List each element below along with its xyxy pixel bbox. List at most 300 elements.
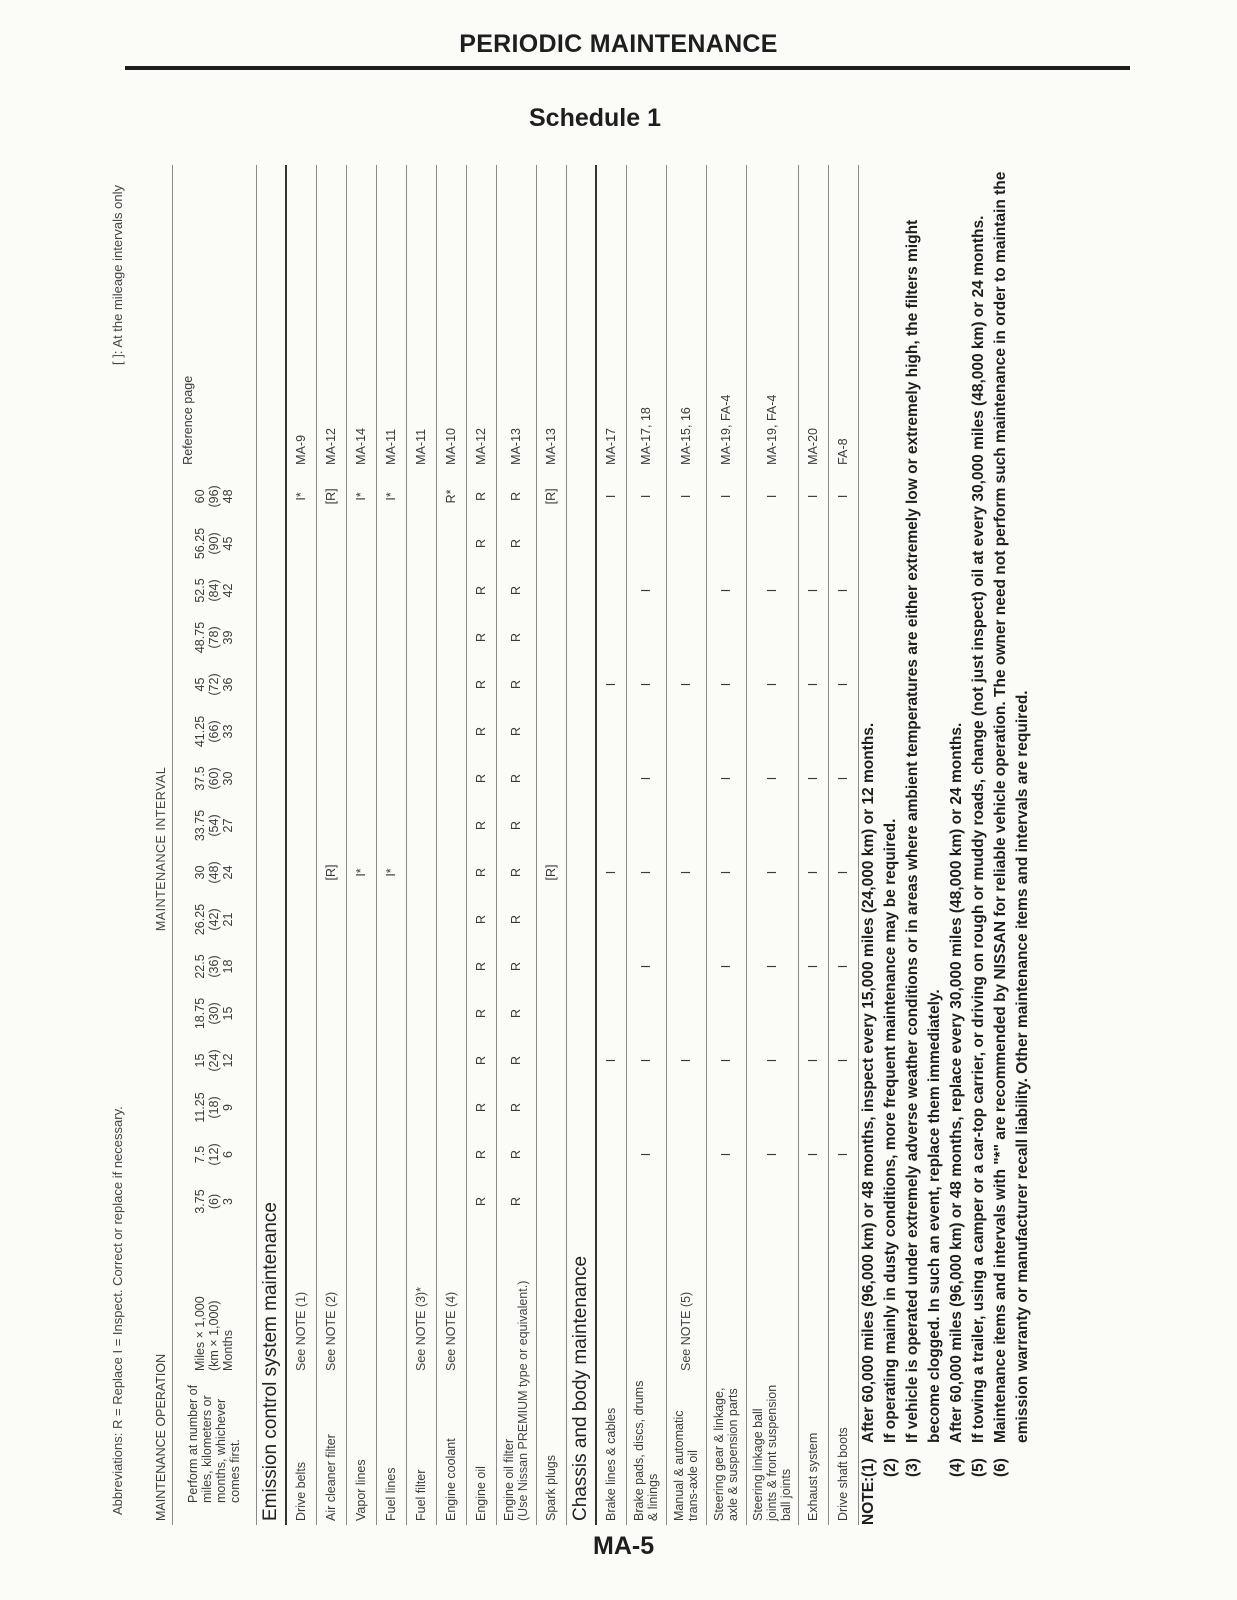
interval-value: I*: [346, 473, 376, 520]
interval-value: [798, 896, 828, 943]
interval-col-13: [172, 567, 256, 614]
interval-value: [436, 943, 466, 990]
note-text: After 60,000 miles (96,000 km) or 48 months, replace every 30,000 miles (48,000 km) or 24 months.: [948, 722, 965, 1443]
interval-value: [406, 990, 436, 1037]
operation-name: Steering gear & linkage, axle & suspension parts: [706, 1375, 746, 1525]
interval-value: [706, 614, 746, 661]
interval-value: [596, 1131, 626, 1178]
interval-months: 21: [221, 912, 235, 927]
interval-value: [286, 755, 316, 802]
interval-value: [746, 520, 798, 567]
interval-value: [666, 567, 706, 614]
interval-km: (48): [207, 861, 221, 884]
interval-value: I: [746, 1131, 798, 1178]
note-number: (3): [904, 1458, 921, 1477]
operation-name: Drive shaft boots: [828, 1375, 858, 1525]
interval-miles: 7.5: [193, 1145, 207, 1164]
interval-value: R: [466, 755, 496, 802]
reference-page: MA-11: [406, 165, 436, 473]
interval-value: I: [798, 1037, 828, 1084]
interval-value: [436, 567, 466, 614]
reference-page: MA-12: [316, 165, 346, 473]
interval-value: [626, 990, 666, 1037]
interval-value: [746, 802, 798, 849]
interval-value: I: [706, 943, 746, 990]
note-text: After 60,000 miles (96,000 km) or 48 months, inspect every 15,000 miles (24,000 km) or 12 months.: [860, 722, 877, 1443]
reference-page: MA-19, FA-4: [746, 165, 798, 473]
interval-value: [406, 567, 436, 614]
interval-col-6: [172, 896, 256, 943]
interval-value: [316, 896, 346, 943]
interval-km: (54): [207, 814, 221, 837]
interval-miles: 30: [193, 865, 207, 880]
reference-page: MA-17, 18: [626, 165, 666, 473]
interval-value: [436, 661, 466, 708]
interval-value: [536, 614, 566, 661]
interval-value: [376, 990, 406, 1037]
interval-miles: 18.75: [193, 997, 207, 1030]
interval-value: [346, 755, 376, 802]
reference-spacer: [150, 165, 172, 473]
units-months: Months: [221, 1330, 235, 1371]
interval-months: 24: [221, 865, 235, 880]
interval-value: I: [626, 567, 666, 614]
table-row: [746, 165, 798, 1525]
interval-value: I: [706, 473, 746, 520]
interval-value: [666, 802, 706, 849]
operation-note: [798, 1225, 828, 1375]
note-label: [946, 1477, 968, 1525]
interval-value: I: [626, 755, 666, 802]
interval-value: R: [496, 849, 536, 896]
interval-value: I: [746, 755, 798, 802]
note-number: (2): [882, 1458, 899, 1477]
interval-value: [706, 802, 746, 849]
note-item: [946, 165, 968, 1525]
section-header-row: [566, 165, 596, 1525]
interval-months: 12: [221, 1053, 235, 1068]
interval-value: [316, 755, 346, 802]
note-item: [968, 165, 990, 1525]
interval-value: [346, 1037, 376, 1084]
interval-value: R: [496, 755, 536, 802]
maintenance-interval-header: MAINTENANCE INTERVAL: [150, 473, 172, 1225]
interval-value: [828, 802, 858, 849]
interval-value: [798, 520, 828, 567]
interval-value: [706, 1178, 746, 1225]
reference-page: MA-14: [346, 165, 376, 473]
interval-value: I: [828, 849, 858, 896]
interval-value: [436, 1131, 466, 1178]
interval-value: I*: [346, 849, 376, 896]
interval-km: (24): [207, 1049, 221, 1072]
interval-value: [436, 755, 466, 802]
operation-name: Brake lines & cables: [596, 1375, 626, 1525]
page-subtitle: Schedule 1: [529, 104, 661, 132]
operation-note: [626, 1225, 666, 1375]
schedule-body: [256, 165, 858, 1525]
note-label: [968, 1477, 990, 1525]
interval-km: (18): [207, 1096, 221, 1119]
interval-value: [596, 802, 626, 849]
interval-value: [376, 520, 406, 567]
interval-value: [376, 1037, 406, 1084]
interval-value: [286, 896, 316, 943]
interval-value: [436, 708, 466, 755]
interval-value: [828, 614, 858, 661]
note-item: [880, 165, 902, 1525]
interval-value: R: [496, 473, 536, 520]
operation-name: Fuel lines: [376, 1375, 406, 1525]
interval-value: [536, 520, 566, 567]
interval-value: R: [466, 1178, 496, 1225]
interval-value: [436, 1178, 466, 1225]
interval-value: I: [706, 661, 746, 708]
interval-value: I: [828, 1131, 858, 1178]
interval-value: [536, 755, 566, 802]
interval-value: R: [496, 614, 536, 661]
operation-name: Exhaust system: [798, 1375, 828, 1525]
table-row: [626, 165, 666, 1525]
interval-value: I: [626, 943, 666, 990]
interval-value: I: [626, 1037, 666, 1084]
interval-col-2: [172, 1084, 256, 1131]
interval-value: [346, 567, 376, 614]
interval-value: [376, 755, 406, 802]
interval-value: I: [828, 943, 858, 990]
perform-text: Perform at number of miles, kilometers or months, whichever comes first.: [172, 1375, 256, 1525]
interval-value: [666, 990, 706, 1037]
interval-value: [286, 849, 316, 896]
interval-km: (66): [207, 720, 221, 743]
section-title: Emission control system maintenance: [256, 165, 286, 1525]
interval-value: [316, 1178, 346, 1225]
interval-miles: 37.5: [193, 766, 207, 791]
interval-value: [286, 661, 316, 708]
interval-value: [536, 1131, 566, 1178]
interval-value: [536, 896, 566, 943]
operation-note: See NOTE (5): [666, 1225, 706, 1375]
interval-value: [436, 802, 466, 849]
interval-value: [346, 708, 376, 755]
interval-col-11: [172, 661, 256, 708]
interval-value: R: [466, 1037, 496, 1084]
section-header-row: [256, 165, 286, 1525]
interval-value: [376, 1131, 406, 1178]
interval-value: [406, 520, 436, 567]
interval-value: [346, 990, 376, 1037]
interval-value: [626, 614, 666, 661]
interval-value: [286, 990, 316, 1037]
interval-value: I: [666, 473, 706, 520]
interval-value: [436, 849, 466, 896]
interval-km: (30): [207, 1002, 221, 1025]
interval-value: I: [746, 661, 798, 708]
interval-value: [626, 896, 666, 943]
reference-page: MA-10: [436, 165, 466, 473]
interval-km: (96): [207, 485, 221, 508]
table-row: [346, 165, 376, 1525]
note-text: If vehicle is operated under extremely adverse weather conditions or in areas where ambient temperatures are either extremely low or extremely high, the filters might become clogged. In such an event, replace them immediately.: [904, 219, 943, 1443]
interval-value: [706, 1084, 746, 1131]
interval-value: I*: [286, 473, 316, 520]
interval-value: [798, 614, 828, 661]
interval-value: R: [466, 473, 496, 520]
interval-value: [536, 661, 566, 708]
interval-miles: 22.5: [193, 954, 207, 979]
interval-value: R: [466, 1084, 496, 1131]
maintenance-schedule-table: [150, 165, 859, 1525]
interval-value: [666, 943, 706, 990]
note-number: (6): [992, 1458, 1009, 1477]
interval-value: I: [746, 849, 798, 896]
abbreviations-legend: Abbreviations: R = Replace I = Inspect. Correct or replace if necessary.: [110, 1106, 125, 1515]
interval-value: [596, 990, 626, 1037]
interval-value: R: [466, 661, 496, 708]
interval-value: [536, 1084, 566, 1131]
interval-col-15: [172, 473, 256, 520]
interval-value: I: [746, 1037, 798, 1084]
interval-value: I: [798, 473, 828, 520]
interval-col-3: [172, 1037, 256, 1084]
operation-name: Air cleaner filter: [316, 1375, 346, 1525]
operation-note: [828, 1225, 858, 1375]
note-text: If towing a trailer, using a camper or a car-top carrier, or driving on rough or muddy roads, change (not just inspect) oil at every 30,000 miles (48,000 km) or 24 months.: [970, 215, 987, 1443]
operation-name: Fuel filter: [406, 1375, 436, 1525]
interval-value: [626, 708, 666, 755]
interval-col-0: [172, 1178, 256, 1225]
interval-value: [706, 520, 746, 567]
interval-km: (42): [207, 908, 221, 931]
interval-value: [798, 1084, 828, 1131]
interval-months: 42: [221, 583, 235, 598]
interval-value: [746, 614, 798, 661]
interval-value: R: [466, 520, 496, 567]
interval-value: [286, 1178, 316, 1225]
interval-km: (72): [207, 673, 221, 696]
interval-value: I: [798, 849, 828, 896]
interval-value: R*: [436, 473, 466, 520]
note-text: Maintenance items and intervals with "*" are recommended by NISSAN for reliable vehicle operation. The owner need not perform such maintenance in order to maintain the emission warranty or manufacturer recall liability. Other maintenance items and intervals are required.: [992, 171, 1031, 1443]
interval-value: [346, 1131, 376, 1178]
interval-value: [436, 990, 466, 1037]
interval-value: [596, 614, 626, 661]
interval-value: [376, 1178, 406, 1225]
interval-value: [666, 520, 706, 567]
interval-value: [626, 802, 666, 849]
interval-miles: 60: [193, 489, 207, 504]
interval-value: [346, 661, 376, 708]
interval-value: [406, 614, 436, 661]
interval-value: [596, 1178, 626, 1225]
interval-value: I: [828, 567, 858, 614]
interval-value: I: [666, 661, 706, 708]
table-row: [436, 165, 466, 1525]
operation-name: Steering linkage ball joints & front suspension ball joints: [746, 1375, 798, 1525]
note-item: [858, 165, 880, 1525]
interval-value: I: [666, 849, 706, 896]
note-label: NOTE:: [860, 1476, 877, 1525]
interval-value: R: [466, 802, 496, 849]
interval-value: [406, 661, 436, 708]
interval-value: [346, 1084, 376, 1131]
table-row: [536, 165, 566, 1525]
interval-value: [376, 802, 406, 849]
interval-value: [706, 896, 746, 943]
interval-value: R: [496, 1037, 536, 1084]
interval-value: [376, 661, 406, 708]
page-header: PERIODIC MAINTENANCE: [459, 30, 778, 58]
interval-value: [376, 896, 406, 943]
table-row: [496, 165, 536, 1525]
interval-value: R: [466, 990, 496, 1037]
interval-value: [746, 896, 798, 943]
interval-value: [798, 1178, 828, 1225]
interval-value: [596, 896, 626, 943]
interval-col-8: [172, 802, 256, 849]
note-item: [902, 165, 946, 1525]
interval-value: [406, 802, 436, 849]
interval-value: [406, 896, 436, 943]
operation-note: [536, 1225, 566, 1375]
interval-value: [746, 708, 798, 755]
interval-header-row: [172, 165, 256, 1525]
interval-value: I: [666, 1037, 706, 1084]
operation-note: [376, 1225, 406, 1375]
interval-value: I: [746, 473, 798, 520]
interval-value: [706, 708, 746, 755]
interval-value: [596, 943, 626, 990]
operation-note: See NOTE (1): [286, 1225, 316, 1375]
interval-value: R: [496, 1178, 536, 1225]
operation-name: Manual & automatic trans-axle oil: [666, 1375, 706, 1525]
interval-value: [828, 896, 858, 943]
interval-value: I: [596, 661, 626, 708]
interval-value: [406, 708, 436, 755]
reference-page: MA-11: [376, 165, 406, 473]
interval-months: 18: [221, 959, 235, 974]
interval-value: I: [828, 661, 858, 708]
interval-value: [536, 1037, 566, 1084]
interval-value: [596, 1084, 626, 1131]
interval-value: I: [798, 1131, 828, 1178]
interval-value: [596, 567, 626, 614]
interval-value: [406, 1084, 436, 1131]
interval-col-12: [172, 614, 256, 661]
interval-value: [286, 802, 316, 849]
operation-note: [346, 1225, 376, 1375]
reference-page: MA-13: [496, 165, 536, 473]
reference-page: MA-17: [596, 165, 626, 473]
interval-value: [346, 896, 376, 943]
interval-value: [316, 567, 346, 614]
operation-name: Drive belts: [286, 1375, 316, 1525]
page-number: MA-5: [593, 1532, 655, 1560]
interval-value: [316, 1037, 346, 1084]
operation-note: [596, 1225, 626, 1375]
interval-value: I*: [376, 849, 406, 896]
interval-value: I: [626, 473, 666, 520]
interval-value: [706, 990, 746, 1037]
interval-value: [346, 1178, 376, 1225]
interval-months: 3: [221, 1198, 235, 1205]
interval-value: [316, 1084, 346, 1131]
interval-miles: 33.75: [193, 809, 207, 842]
interval-value: [666, 1131, 706, 1178]
reference-page: MA-12: [466, 165, 496, 473]
interval-value: [536, 943, 566, 990]
note-label: [880, 1477, 902, 1525]
interval-value: [626, 520, 666, 567]
interval-value: [596, 755, 626, 802]
interval-col-1: [172, 1131, 256, 1178]
table-row: [466, 165, 496, 1525]
interval-value: [536, 802, 566, 849]
reference-page: MA-20: [798, 165, 828, 473]
interval-months: 15: [221, 1006, 235, 1021]
interval-value: [406, 1131, 436, 1178]
interval-value: I: [798, 567, 828, 614]
interval-value: [406, 1037, 436, 1084]
interval-value: I*: [376, 473, 406, 520]
interval-value: [436, 1037, 466, 1084]
interval-value: [436, 520, 466, 567]
operation-note: See NOTE (2): [316, 1225, 346, 1375]
interval-value: R: [496, 802, 536, 849]
operation-name: Spark plugs: [536, 1375, 566, 1525]
maintenance-operation-header: MAINTENANCE OPERATION: [150, 1225, 172, 1525]
interval-value: I: [626, 661, 666, 708]
interval-value: I: [798, 661, 828, 708]
interval-value: [316, 661, 346, 708]
interval-miles: 52.5: [193, 578, 207, 603]
interval-value: I: [626, 1131, 666, 1178]
interval-value: I: [706, 1037, 746, 1084]
interval-value: I: [798, 943, 828, 990]
interval-value: [286, 1084, 316, 1131]
reference-page: FA-8: [828, 165, 858, 473]
reference-page-header: Reference page: [172, 165, 256, 473]
interval-value: I: [596, 473, 626, 520]
interval-col-14: [172, 520, 256, 567]
operation-note: [466, 1225, 496, 1375]
interval-value: [596, 520, 626, 567]
note-label: [990, 1477, 1034, 1525]
units-km: (km × 1,000): [207, 1300, 221, 1371]
interval-value: R: [496, 1131, 536, 1178]
interval-miles: 48.75: [193, 621, 207, 654]
interval-value: [666, 755, 706, 802]
note-item: [990, 165, 1034, 1525]
interval-value: [286, 614, 316, 661]
operation-note: [746, 1225, 798, 1375]
interval-value: [596, 708, 626, 755]
interval-value: [R]: [316, 849, 346, 896]
reference-page: MA-9: [286, 165, 316, 473]
interval-value: [746, 1084, 798, 1131]
interval-value: [666, 1178, 706, 1225]
interval-col-7: [172, 849, 256, 896]
interval-value: [406, 1178, 436, 1225]
interval-value: [436, 1084, 466, 1131]
interval-value: [346, 614, 376, 661]
interval-months: 30: [221, 771, 235, 786]
interval-value: [626, 1084, 666, 1131]
interval-value: [828, 520, 858, 567]
interval-value: I: [706, 567, 746, 614]
interval-miles: 15: [193, 1053, 207, 1068]
interval-value: [376, 943, 406, 990]
